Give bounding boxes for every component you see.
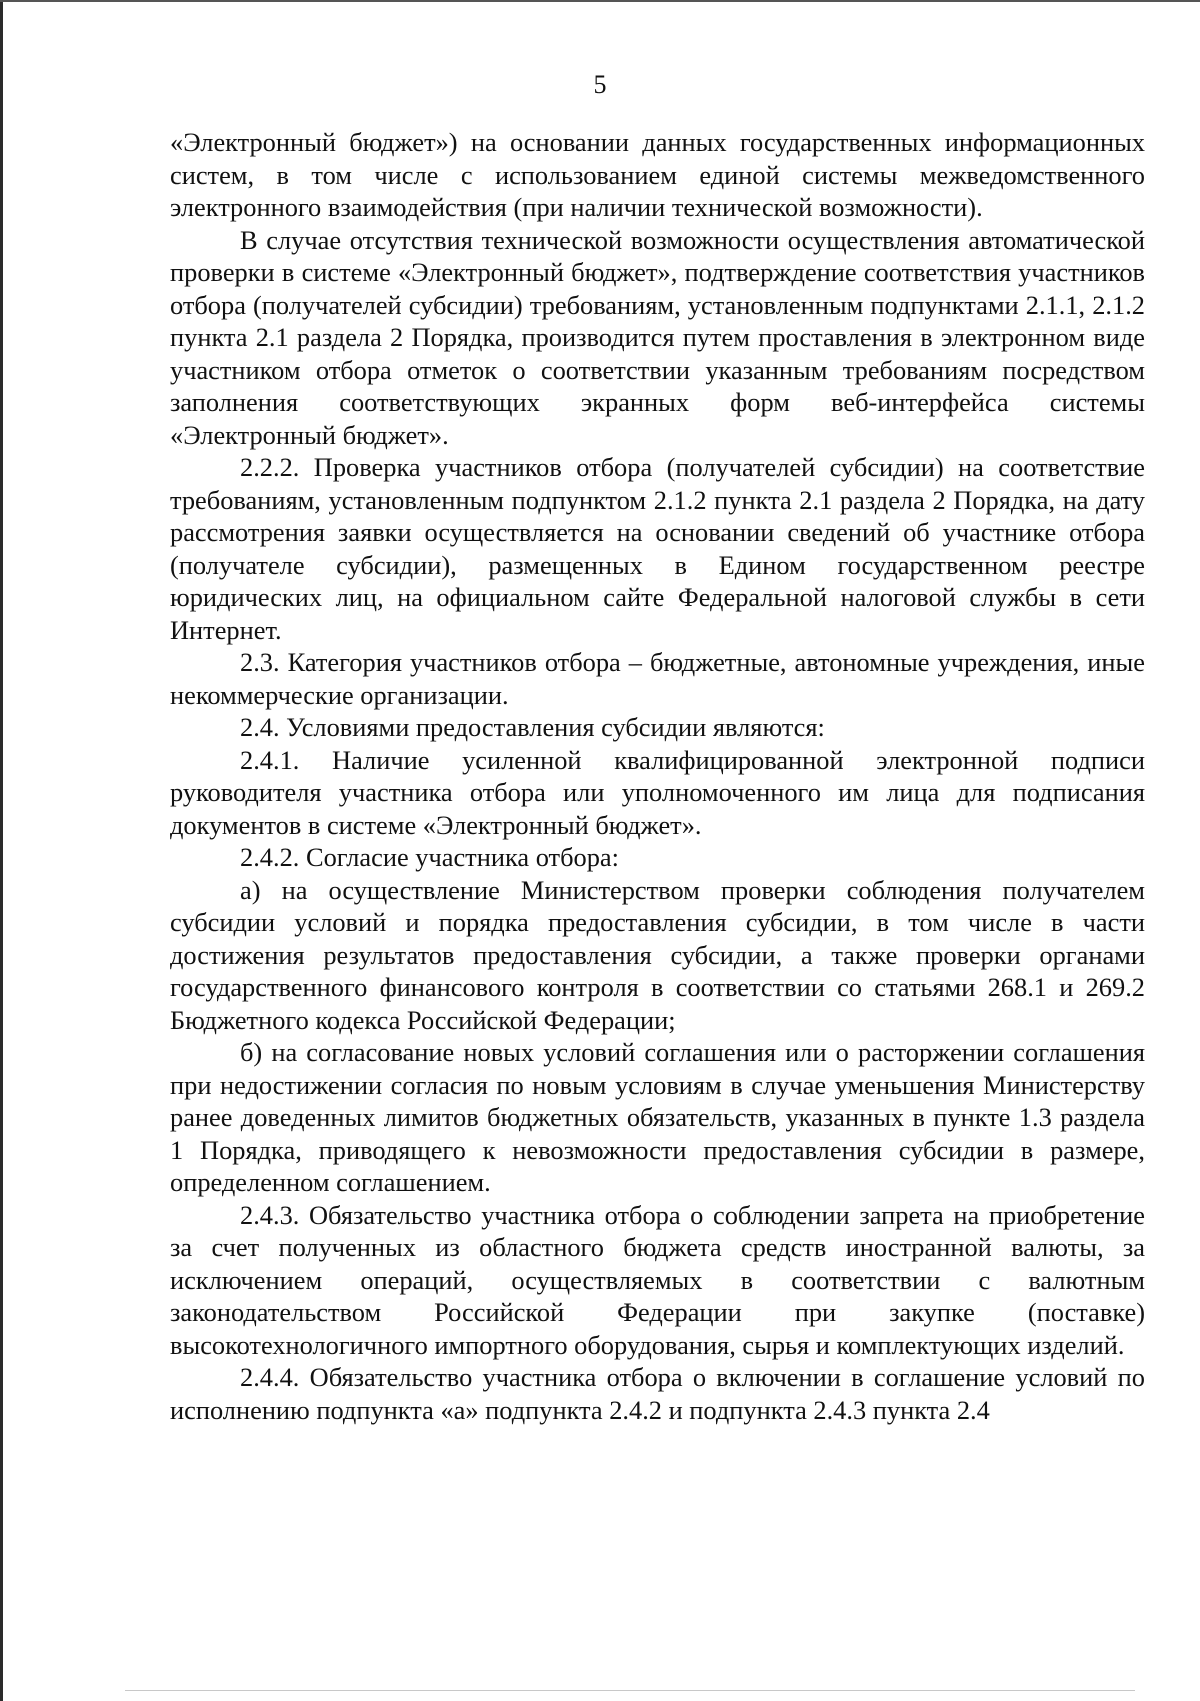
paragraph-2-2-2: 2.2.2. Проверка участников отбора (получателей субсидии) на соответствие требованиям, установленным подпунктом 2.1.2 пункта 2.1 раздела 2 Порядка, на дату рассмотрения заявки осуществляется на основании сведений об участнике отбора (получателе субсидии), размещенных в Едином государственном реестре юридических лиц, на официальном сайте Федеральной налоговой службы в сети Интернет.: [170, 452, 1145, 645]
paragraph-2-4: 2.4. Условиями предоставления субсидии являются:: [240, 712, 825, 742]
paragraph-2-3: 2.3. Категория участников отбора – бюджетные, автономные учреждения, иные некоммерческие организации.: [170, 647, 1145, 710]
bottom-scan-line: [125, 1690, 1135, 1691]
page-number: 5: [593, 70, 607, 99]
paragraph-2-4-4: 2.4.4. Обязательство участника отбора о включении в соглашение условий по исполнению подпункта «а» подпункта 2.4.2 и подпункта 2.4.3 пункта 2.4: [170, 1362, 1145, 1425]
document-body: [170, 126, 1145, 1426]
paragraph-2-4-2-a: а) на осуществление Министерством проверки соблюдения получателем субсидии условий и порядка предоставления субсидии, в том числе в части достижения результатов предоставления субсидии, а также проверки органами государственного финансового контроля в соответствии со статьями 268.1 и 269.2 Бюджетного кодекса Российской Федерации;: [170, 874, 1145, 1035]
paragraph-2-4-1: 2.4.1. Наличие усиленной квалифицированной электронной подписи руководителя участника отбора или уполномоченного им лица для подписания документов в системе «Электронный бюджет».: [170, 744, 1145, 840]
paragraph-continuation: «Электронный бюджет») на основании данных государственных информационных систем, в том числе с использованием единой системы межведомственного электронного взаимодействия (при наличии технической возможности).: [170, 127, 1145, 222]
paragraph-2-4-2: 2.4.2. Согласие участника отбора:: [240, 842, 619, 872]
paragraph-no-tech-possibility: В случае отсутствия технической возможности осуществления автоматической проверки в системе «Электронный бюджет», подтверждение соответствия участников отбора (получателей субсидии) требованиям, установленным подпунктами 2.1.1, 2.1.2 пункта 2.1 раздела 2 Порядка, производится путем проставления в электронном виде участником отбора отметок о соответствии указанным требованиям посредством заполнения соответствующих экранных форм веб-интерфейса системы «Электронный бюджет».: [170, 224, 1145, 450]
paragraph-2-4-3: 2.4.3. Обязательство участника отбора о соблюдении запрета на приобретение за счет полученных из областного бюджета средств иностранной валюты, за исключением операций, осуществляемых в соответствии с валютным законодательством Российской Федерации при закупке (поставке) высокотехнологичного импортного оборудования, сырья и комплектующих изделий.: [170, 1199, 1145, 1360]
paragraph-2-4-2-b: б) на согласование новых условий соглашения или о расторжении соглашения при недостижении согласия по новым условиям в случае уменьшения Министерству ранее доведенных лимитов бюджетных обязательств, указанных в пункте 1.3 раздела 1 Порядка, приводящего к невозможности предоставления субсидии в размере, определенном соглашением.: [170, 1037, 1145, 1197]
page-edge-left: [0, 0, 3, 1701]
page-edge-top: [0, 0, 1200, 2]
